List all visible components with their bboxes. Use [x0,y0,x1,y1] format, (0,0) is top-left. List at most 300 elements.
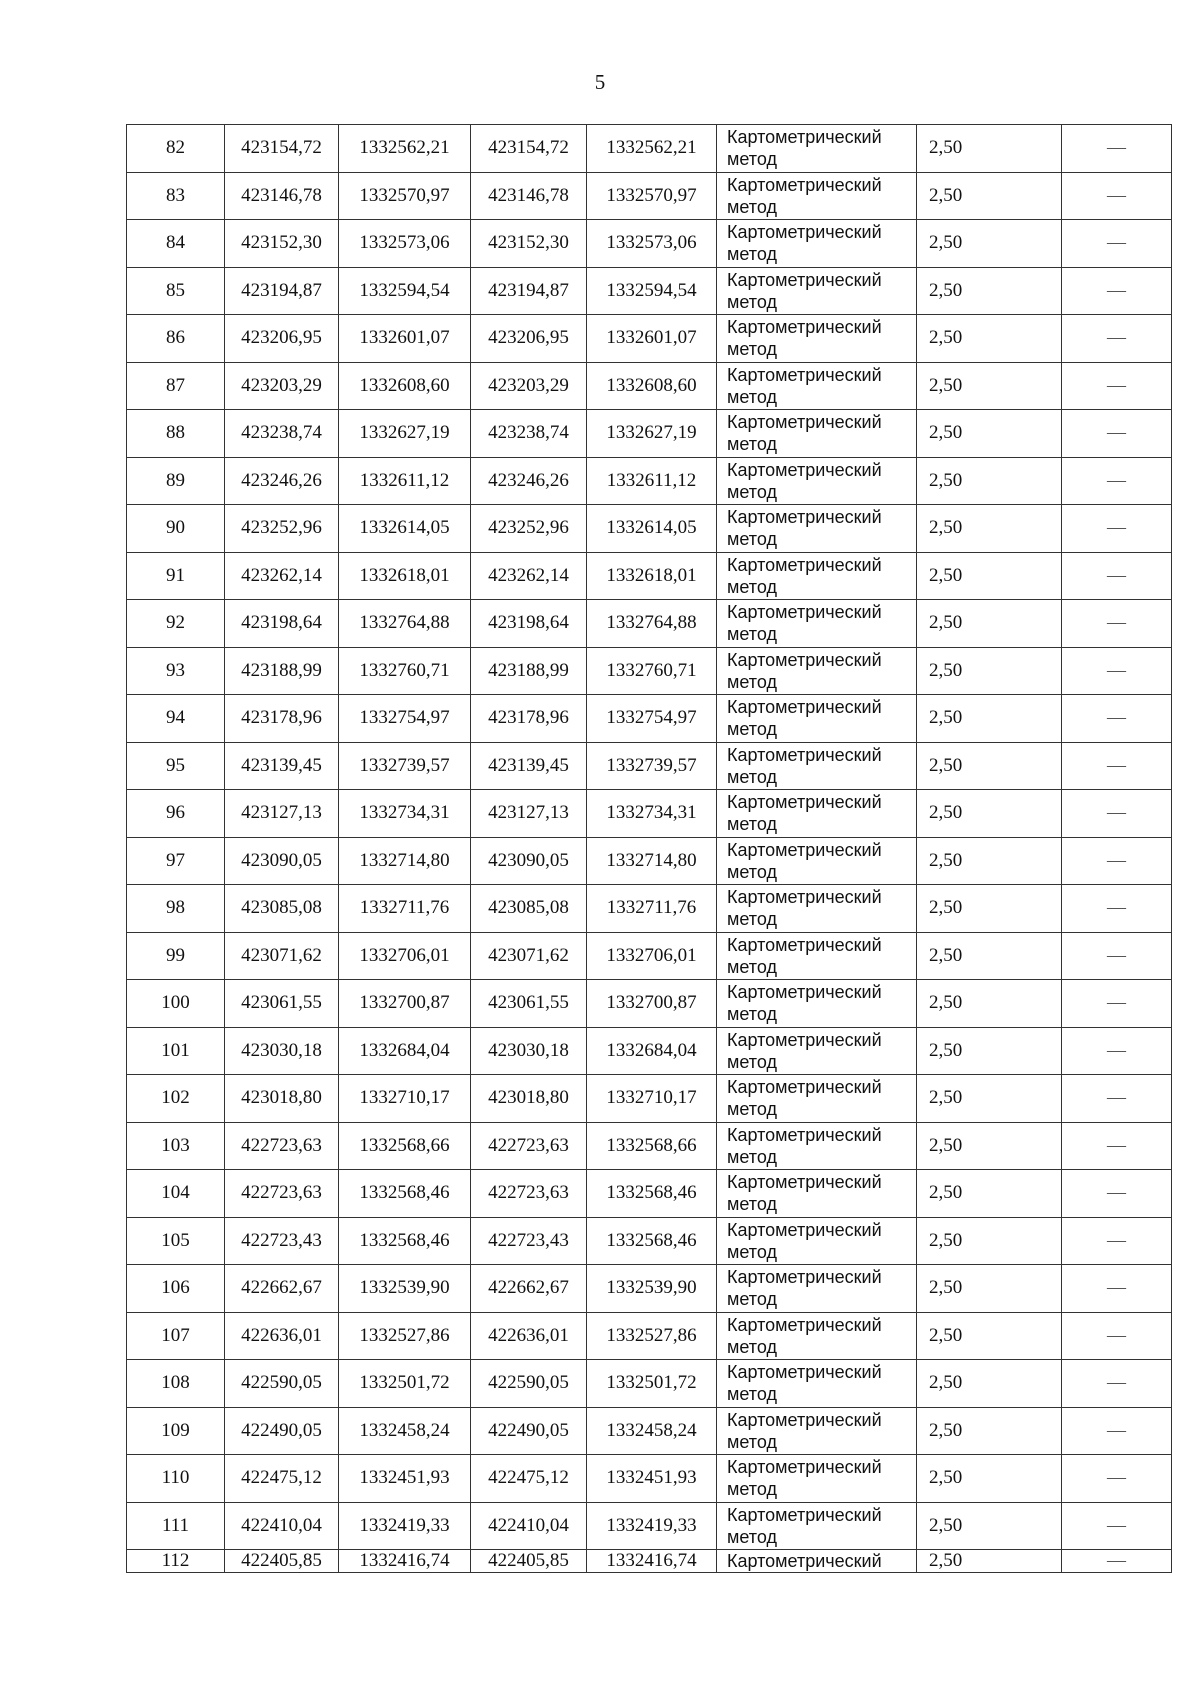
existing-y-cell: 1332601,07 [339,315,471,363]
description-cell: — [1062,647,1172,695]
method-cell [717,172,917,220]
method-cell [717,790,917,838]
existing-y-cell: 1332568,46 [339,1217,471,1265]
method-line2: метод [727,814,777,835]
table-row [127,600,1172,648]
method-line1: Картометрический [727,649,882,670]
refined-y-cell: 1332710,17 [587,1075,717,1123]
existing-x-cell: 422490,05 [225,1407,339,1455]
existing-y-cell: 1332562,21 [339,125,471,173]
method-line2: метод [727,149,777,170]
accuracy-cell: 2,50 [917,790,1062,838]
point-number-cell: 108 [127,1360,225,1408]
method-line2: метод [727,1004,777,1025]
method-line1: Картометрический [727,934,882,955]
method-cell [717,220,917,268]
method-line2: метод [727,671,777,692]
table-row [127,647,1172,695]
accuracy-cell: 2,50 [917,172,1062,220]
refined-x-cell: 423090,05 [471,837,587,885]
method-cell [717,125,917,173]
description-cell: — [1062,1170,1172,1218]
method-line2: метод [727,956,777,977]
existing-x-cell: 423154,72 [225,125,339,173]
existing-y-cell: 1332754,97 [339,695,471,743]
existing-y-cell: 1332419,33 [339,1502,471,1550]
accuracy-cell: 2,50 [917,267,1062,315]
existing-y-cell: 1332760,71 [339,647,471,695]
table-row [127,267,1172,315]
method-line1: Картометрический [727,127,882,148]
accuracy-cell: 2,50 [917,837,1062,885]
description-cell: — [1062,1265,1172,1313]
existing-x-cell: 422723,63 [225,1122,339,1170]
method-line2: метод [727,1051,777,1072]
accuracy-cell: 2,50 [917,980,1062,1028]
existing-y-cell: 1332539,90 [339,1265,471,1313]
refined-y-cell: 1332419,33 [587,1502,717,1550]
method-line2: метод [727,861,777,882]
method-line2: метод [727,1146,777,1167]
refined-y-cell: 1332501,72 [587,1360,717,1408]
point-number-cell: 109 [127,1407,225,1455]
refined-y-cell: 1332539,90 [587,1265,717,1313]
refined-x-cell: 422410,04 [471,1502,587,1550]
table-row [127,1407,1172,1455]
refined-y-cell: 1332706,01 [587,932,717,980]
point-number-cell: 86 [127,315,225,363]
refined-x-cell: 422590,05 [471,1360,587,1408]
method-line2: метод [727,624,777,645]
description-cell: — [1062,790,1172,838]
point-number-cell: 111 [127,1502,225,1550]
refined-y-cell: 1332627,19 [587,410,717,458]
existing-x-cell: 422405,85 [225,1550,339,1573]
method-line1: Картометрический [727,1362,882,1383]
table-row [127,1265,1172,1313]
existing-y-cell: 1332739,57 [339,742,471,790]
refined-x-cell: 423139,45 [471,742,587,790]
table-body [127,125,1172,1573]
method-line2: метод [727,339,777,360]
point-number-cell: 112 [127,1550,225,1573]
existing-x-cell: 423090,05 [225,837,339,885]
point-number-cell: 83 [127,172,225,220]
accuracy-cell: 2,50 [917,1312,1062,1360]
table-row [127,1312,1172,1360]
refined-x-cell: 423198,64 [471,600,587,648]
table-row [127,1170,1172,1218]
description-cell: — [1062,1550,1172,1573]
method-line1: Картометрический [727,1029,882,1050]
accuracy-cell: 2,50 [917,1455,1062,1503]
accuracy-cell: 2,50 [917,1265,1062,1313]
method-line2: метод [727,1384,777,1405]
existing-x-cell: 423139,45 [225,742,339,790]
table-row [127,125,1172,173]
method-cell [717,1455,917,1503]
existing-x-cell: 422475,12 [225,1455,339,1503]
table-row [127,362,1172,410]
accuracy-cell: 2,50 [917,505,1062,553]
refined-x-cell: 422723,43 [471,1217,587,1265]
table-row [127,695,1172,743]
method-line2: метод [727,1479,777,1500]
existing-y-cell: 1332570,97 [339,172,471,220]
refined-y-cell: 1332458,24 [587,1407,717,1455]
existing-y-cell: 1332611,12 [339,457,471,505]
accuracy-cell: 2,50 [917,410,1062,458]
refined-x-cell: 422405,85 [471,1550,587,1573]
description-cell: — [1062,742,1172,790]
description-cell: — [1062,1122,1172,1170]
point-number-cell: 98 [127,885,225,933]
existing-y-cell: 1332714,80 [339,837,471,885]
point-number-cell: 107 [127,1312,225,1360]
table-row [127,1550,1172,1573]
description-cell: — [1062,980,1172,1028]
description-cell: — [1062,410,1172,458]
method-cell [717,315,917,363]
method-line2: метод [727,196,777,217]
description-cell: — [1062,505,1172,553]
point-number-cell: 82 [127,125,225,173]
refined-x-cell: 422723,63 [471,1170,587,1218]
point-number-cell: 84 [127,220,225,268]
method-line2: метод [727,1194,777,1215]
existing-x-cell: 423238,74 [225,410,339,458]
existing-x-cell: 423206,95 [225,315,339,363]
refined-x-cell: 423262,14 [471,552,587,600]
existing-y-cell: 1332527,86 [339,1312,471,1360]
point-number-cell: 101 [127,1027,225,1075]
description-cell: — [1062,1407,1172,1455]
method-cell [717,1407,917,1455]
method-cell [717,1550,917,1573]
refined-y-cell: 1332608,60 [587,362,717,410]
existing-x-cell: 422662,67 [225,1265,339,1313]
refined-x-cell: 423018,80 [471,1075,587,1123]
table-row [127,315,1172,363]
existing-x-cell: 423127,13 [225,790,339,838]
point-number-cell: 93 [127,647,225,695]
existing-x-cell: 423246,26 [225,457,339,505]
method-cell [717,1217,917,1265]
accuracy-cell: 2,50 [917,1027,1062,1075]
existing-x-cell: 423018,80 [225,1075,339,1123]
refined-x-cell: 423246,26 [471,457,587,505]
method-line1: Картометрический [727,602,882,623]
refined-x-cell: 423203,29 [471,362,587,410]
table-row [127,505,1172,553]
existing-y-cell: 1332416,74 [339,1550,471,1573]
table-row [127,1502,1172,1550]
existing-x-cell: 422723,43 [225,1217,339,1265]
refined-y-cell: 1332714,80 [587,837,717,885]
refined-x-cell: 423154,72 [471,125,587,173]
existing-y-cell: 1332458,24 [339,1407,471,1455]
point-number-cell: 103 [127,1122,225,1170]
refined-y-cell: 1332754,97 [587,695,717,743]
refined-x-cell: 423146,78 [471,172,587,220]
accuracy-cell: 2,50 [917,315,1062,363]
method-line1: Картометрический [727,364,882,385]
method-line2: метод [727,386,777,407]
point-number-cell: 106 [127,1265,225,1313]
description-cell: — [1062,1502,1172,1550]
point-number-cell: 95 [127,742,225,790]
method-line1: Картометрический [727,1124,882,1145]
description-cell: — [1062,1027,1172,1075]
description-cell: — [1062,457,1172,505]
refined-x-cell: 423238,74 [471,410,587,458]
table-row [127,790,1172,838]
table-row [127,1455,1172,1503]
method-line1: Картометрический [727,1457,882,1478]
table-row [127,742,1172,790]
point-number-cell: 100 [127,980,225,1028]
description-cell: — [1062,1360,1172,1408]
refined-x-cell: 423127,13 [471,790,587,838]
method-cell [717,600,917,648]
method-line1: Картометрический [727,1314,882,1335]
accuracy-cell: 2,50 [917,695,1062,743]
refined-y-cell: 1332684,04 [587,1027,717,1075]
refined-y-cell: 1332711,76 [587,885,717,933]
method-line2: метод [727,766,777,787]
method-line1: Картометрический [727,554,882,575]
refined-x-cell: 423252,96 [471,505,587,553]
table-row [127,1027,1172,1075]
accuracy-cell: 2,50 [917,885,1062,933]
existing-x-cell: 423262,14 [225,552,339,600]
method-line2: метод [727,529,777,550]
description-cell: — [1062,695,1172,743]
method-cell [717,1027,917,1075]
point-number-cell: 105 [127,1217,225,1265]
method-line1: Картометрический [727,507,882,528]
accuracy-cell: 2,50 [917,1550,1062,1573]
method-line1: Картометрический [727,982,882,1003]
refined-x-cell: 423194,87 [471,267,587,315]
refined-x-cell: 422490,05 [471,1407,587,1455]
method-line1: Картометрический [727,1409,882,1430]
method-line1: Картометрический [727,744,882,765]
method-cell [717,1122,917,1170]
refined-y-cell: 1332760,71 [587,647,717,695]
method-line2: метод [727,1526,777,1547]
accuracy-cell: 2,50 [917,220,1062,268]
table-row [127,1217,1172,1265]
point-number-cell: 92 [127,600,225,648]
method-line1: Картометрический [727,269,882,290]
point-number-cell: 110 [127,1455,225,1503]
point-number-cell: 99 [127,932,225,980]
existing-y-cell: 1332706,01 [339,932,471,980]
existing-x-cell: 423198,64 [225,600,339,648]
refined-y-cell: 1332451,93 [587,1455,717,1503]
accuracy-cell: 2,50 [917,457,1062,505]
method-line1: Картометрический [727,1551,882,1571]
existing-y-cell: 1332627,19 [339,410,471,458]
description-cell: — [1062,885,1172,933]
refined-y-cell: 1332416,74 [587,1550,717,1573]
method-line1: Картометрический [727,1219,882,1240]
point-number-cell: 90 [127,505,225,553]
point-number-cell: 85 [127,267,225,315]
method-cell [717,410,917,458]
refined-x-cell: 423071,62 [471,932,587,980]
existing-y-cell: 1332684,04 [339,1027,471,1075]
refined-y-cell: 1332614,05 [587,505,717,553]
refined-y-cell: 1332570,97 [587,172,717,220]
description-cell: — [1062,1075,1172,1123]
refined-y-cell: 1332568,46 [587,1170,717,1218]
description-cell: — [1062,837,1172,885]
accuracy-cell: 2,50 [917,1075,1062,1123]
method-cell [717,457,917,505]
description-cell: — [1062,172,1172,220]
existing-y-cell: 1332710,17 [339,1075,471,1123]
point-number-cell: 94 [127,695,225,743]
accuracy-cell: 2,50 [917,1360,1062,1408]
description-cell: — [1062,125,1172,173]
description-cell: — [1062,1455,1172,1503]
method-line1: Картометрический [727,1267,882,1288]
refined-x-cell: 423085,08 [471,885,587,933]
refined-x-cell: 422636,01 [471,1312,587,1360]
method-cell [717,980,917,1028]
refined-x-cell: 423206,95 [471,315,587,363]
point-number-cell: 102 [127,1075,225,1123]
method-line2: метод [727,1289,777,1310]
method-cell [717,1312,917,1360]
accuracy-cell: 2,50 [917,932,1062,980]
method-line1: Картометрический [727,1504,882,1525]
table-row [127,457,1172,505]
refined-y-cell: 1332764,88 [587,600,717,648]
point-number-cell: 88 [127,410,225,458]
existing-y-cell: 1332618,01 [339,552,471,600]
description-cell: — [1062,362,1172,410]
method-line1: Картометрический [727,697,882,718]
existing-x-cell: 423152,30 [225,220,339,268]
existing-x-cell: 423178,96 [225,695,339,743]
point-number-cell: 87 [127,362,225,410]
point-number-cell: 104 [127,1170,225,1218]
method-line1: Картометрический [727,839,882,860]
method-line1: Картометрический [727,1172,882,1193]
method-line2: метод [727,291,777,312]
method-line1: Картометрический [727,174,882,195]
refined-y-cell: 1332568,66 [587,1122,717,1170]
method-cell [717,362,917,410]
existing-y-cell: 1332700,87 [339,980,471,1028]
refined-x-cell: 422662,67 [471,1265,587,1313]
point-number-cell: 91 [127,552,225,600]
method-cell [717,932,917,980]
refined-x-cell: 423178,96 [471,695,587,743]
existing-x-cell: 423188,99 [225,647,339,695]
method-line2: метод [727,909,777,930]
point-number-cell: 97 [127,837,225,885]
table-row [127,980,1172,1028]
existing-y-cell: 1332608,60 [339,362,471,410]
existing-x-cell: 423252,96 [225,505,339,553]
accuracy-cell: 2,50 [917,125,1062,173]
method-line2: метод [727,1336,777,1357]
description-cell: — [1062,932,1172,980]
method-cell [717,837,917,885]
existing-x-cell: 423203,29 [225,362,339,410]
method-line1: Картометрический [727,1077,882,1098]
method-line2: метод [727,1431,777,1452]
accuracy-cell: 2,50 [917,742,1062,790]
accuracy-cell: 2,50 [917,1217,1062,1265]
method-cell [717,267,917,315]
table-row [127,172,1172,220]
refined-y-cell: 1332734,31 [587,790,717,838]
refined-x-cell: 423030,18 [471,1027,587,1075]
existing-y-cell: 1332568,46 [339,1170,471,1218]
method-line2: метод [727,1241,777,1262]
method-line2: метод [727,719,777,740]
refined-y-cell: 1332739,57 [587,742,717,790]
method-line1: Картометрический [727,792,882,813]
refined-x-cell: 423061,55 [471,980,587,1028]
method-line2: метод [727,576,777,597]
method-cell [717,742,917,790]
refined-y-cell: 1332618,01 [587,552,717,600]
method-line1: Картометрический [727,222,882,243]
existing-y-cell: 1332764,88 [339,600,471,648]
existing-x-cell: 423085,08 [225,885,339,933]
existing-x-cell: 422590,05 [225,1360,339,1408]
existing-x-cell: 423146,78 [225,172,339,220]
table-row [127,837,1172,885]
table-row [127,1075,1172,1123]
existing-y-cell: 1332568,66 [339,1122,471,1170]
method-cell [717,1265,917,1313]
accuracy-cell: 2,50 [917,647,1062,695]
table-row [127,220,1172,268]
existing-y-cell: 1332573,06 [339,220,471,268]
existing-x-cell: 423030,18 [225,1027,339,1075]
description-cell: — [1062,1217,1172,1265]
method-line1: Картометрический [727,317,882,338]
point-number-cell: 89 [127,457,225,505]
existing-x-cell: 423071,62 [225,932,339,980]
method-cell [717,647,917,695]
refined-x-cell: 422475,12 [471,1455,587,1503]
refined-x-cell: 422723,63 [471,1122,587,1170]
method-cell [717,552,917,600]
accuracy-cell: 2,50 [917,1170,1062,1218]
description-cell: — [1062,600,1172,648]
accuracy-cell: 2,50 [917,1122,1062,1170]
method-cell [717,505,917,553]
table-row [127,1360,1172,1408]
table-row [127,552,1172,600]
refined-x-cell: 423152,30 [471,220,587,268]
description-cell: — [1062,315,1172,363]
accuracy-cell: 2,50 [917,362,1062,410]
existing-y-cell: 1332734,31 [339,790,471,838]
refined-y-cell: 1332601,07 [587,315,717,363]
accuracy-cell: 2,50 [917,600,1062,648]
refined-y-cell: 1332562,21 [587,125,717,173]
refined-y-cell: 1332573,06 [587,220,717,268]
